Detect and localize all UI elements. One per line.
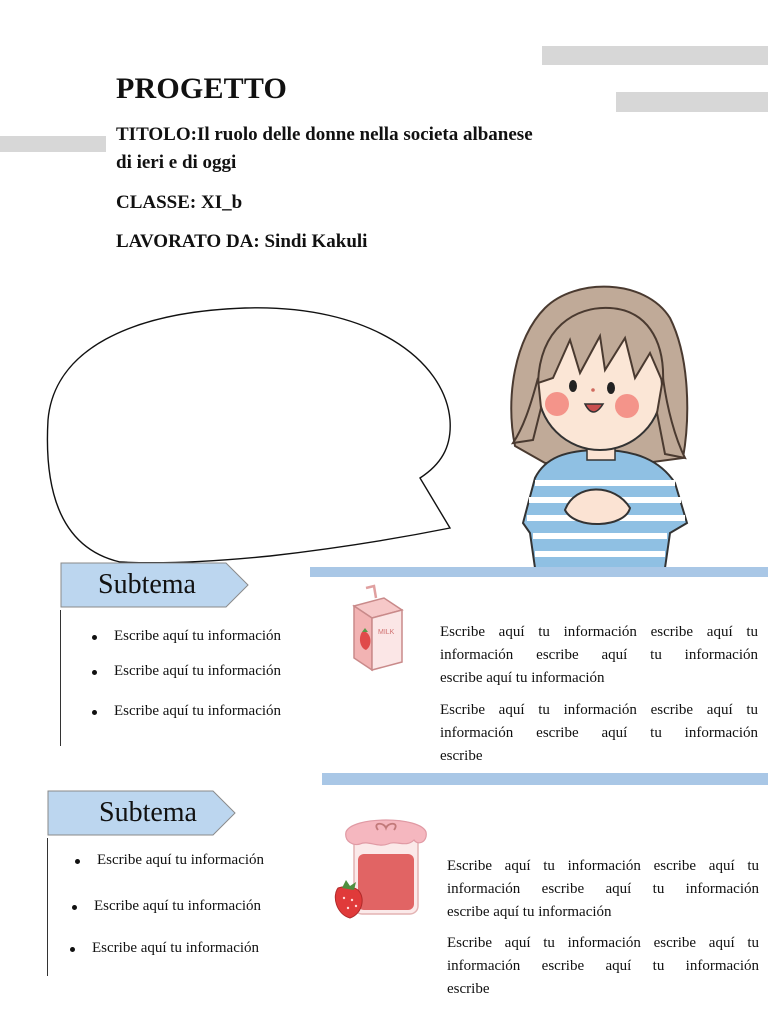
section2-subtema-label: Subtema (99, 797, 197, 828)
decor-bar-right (616, 92, 768, 112)
milk-label: MILK (378, 629, 395, 636)
speech-bubble (40, 300, 460, 570)
paragraph-line: información escribe aquí tu información (440, 725, 758, 741)
paragraph-line: escribe aquí tu información (440, 670, 605, 686)
decor-bar-top-right (542, 46, 768, 65)
section2-paragraph-1 (447, 855, 759, 924)
paragraph-line: Escribe aquí tu información escribe aquí tu (447, 858, 759, 874)
girl-illustration-icon (505, 278, 695, 568)
page-title: PROGETTO (116, 72, 288, 105)
section2-left-rule (47, 838, 48, 976)
classe-line: CLASSE: XI_b (116, 192, 243, 213)
section2-divider-bar (322, 773, 768, 785)
list-item: Escribe aquí tu información (97, 852, 265, 868)
strawberry-jam-icon (332, 810, 432, 926)
section1-divider-bar (310, 567, 768, 577)
section1-paragraph-1 (440, 621, 758, 690)
list-item: Escribe aquí tu información (92, 940, 260, 956)
titolo-line-1: TITOLO:Il ruolo delle donne nella societa albanese (116, 124, 533, 145)
list-item: Escribe aquí tu información (114, 703, 282, 719)
decor-bar-left (0, 136, 106, 152)
paragraph-line: información escribe aquí tu información (447, 881, 759, 897)
paragraph-line: Escribe aquí tu información escribe aquí tu (440, 702, 758, 718)
list-item: Escribe aquí tu información (114, 628, 282, 644)
paragraph-line: Escribe aquí tu información escribe aquí tu (447, 935, 759, 951)
section2-paragraph-2 (447, 932, 759, 1001)
titolo-line-2: di ieri e di oggi (116, 152, 237, 173)
lavorato-line: LAVORATO DA: Sindi Kakuli (116, 231, 368, 252)
paragraph-line: escribe aquí tu información (447, 904, 612, 920)
paragraph-line: escribe (440, 748, 483, 764)
section1-subtema-label: Subtema (98, 569, 196, 600)
list-item: Escribe aquí tu información (114, 663, 282, 679)
paragraph-line: información escribe aquí tu información (440, 647, 758, 663)
paragraph-line: información escribe aquí tu información (447, 958, 759, 974)
section1-left-rule (60, 610, 61, 746)
list-item: Escribe aquí tu información (94, 898, 262, 914)
paragraph-line: escribe (447, 981, 490, 997)
section1-paragraph-2 (440, 699, 758, 768)
strawberry-milk-icon (344, 584, 410, 676)
paragraph-line: Escribe aquí tu información escribe aquí tu (440, 624, 758, 640)
